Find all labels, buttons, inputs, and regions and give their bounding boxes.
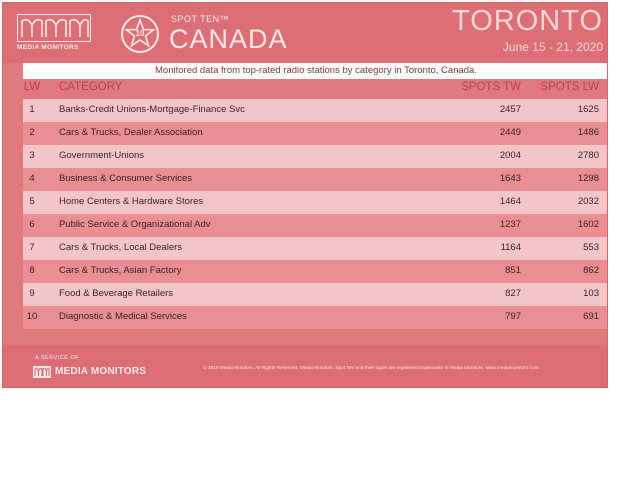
cell-category: Public Service & Organizational Adv (59, 219, 211, 230)
cell-spots-lw: 2032 (577, 196, 599, 207)
badge-number: 10 (135, 29, 145, 38)
copyright-text: © 2019 Media Monitors. All Rights Reserved. Media Monitors, Spot Ten and their logos are registered trademarks of Media Monitors. www.mediamonitors.com (203, 366, 539, 371)
footer-brand-name: MEDIA MONITORS (55, 366, 147, 377)
cell-spots-lw: 1486 (577, 127, 599, 138)
cell-spots-tw: 1237 (499, 219, 521, 230)
subtitle-bar (23, 63, 608, 79)
cell-category: Cars & Trucks, Asian Factory (59, 265, 182, 276)
cell-category: Diagnostic & Medical Services (59, 311, 187, 322)
spot-ten-label: SPOT TEN™ (171, 14, 230, 24)
cell-spots-lw: 553 (583, 242, 599, 253)
header (3, 3, 608, 63)
cell-lw: 9 (29, 288, 35, 299)
cell-spots-lw: 2780 (577, 150, 599, 161)
cell-spots-tw: 1643 (499, 173, 521, 184)
date-range: June 15 - 21, 2020 (502, 40, 603, 54)
cell-category: Home Centers & Hardware Stores (59, 196, 204, 207)
table-row (23, 214, 608, 237)
table-row (23, 145, 608, 168)
cell-spots-tw: 2449 (499, 127, 521, 138)
cell-category: Government-Unions (59, 150, 145, 161)
cell-spots-tw: 1464 (499, 196, 521, 207)
cell-lw: 2 (29, 127, 35, 138)
cell-lw: 6 (29, 219, 35, 230)
cell-spots-lw: 1298 (577, 173, 599, 184)
table-row (23, 306, 608, 329)
spot-ten-card (2, 2, 608, 388)
cell-lw: 10 (26, 311, 38, 322)
footer-mm-icon (33, 365, 51, 377)
cell-lw: 8 (29, 265, 35, 276)
table-row (23, 283, 608, 306)
cell-spots-tw: 2004 (499, 150, 521, 161)
table-row (23, 237, 608, 260)
cell-spots-lw: 1602 (577, 219, 599, 230)
cell-spots-lw: 103 (583, 288, 599, 299)
table-row (23, 260, 608, 283)
city-title: TORONTO (452, 5, 603, 37)
subtitle: Monitored data from top-rated radio stations by category in Toronto, Canada. (155, 65, 477, 76)
cell-spots-tw: 797 (505, 311, 521, 322)
cell-spots-tw: 1164 (500, 242, 521, 253)
mm-logo-icon (17, 14, 91, 42)
table-row (23, 122, 608, 145)
cell-category: Cars & Trucks, Dealer Association (59, 127, 203, 138)
cell-spots-lw: 691 (583, 311, 599, 322)
cell-lw: 1 (29, 104, 35, 115)
cell-spots-lw: 862 (583, 265, 599, 276)
cell-lw: 7 (29, 242, 35, 253)
cell-lw: 4 (29, 173, 35, 184)
cell-spots-lw: 1625 (577, 104, 599, 115)
country-title: CANADA (169, 24, 288, 54)
table-row (23, 191, 608, 214)
cell-spots-tw: 2457 (499, 104, 521, 115)
cell-spots-tw: 827 (505, 288, 521, 299)
media-monitors-logo (17, 14, 91, 50)
column-header-category: CATEGORY (59, 81, 123, 93)
cell-spots-tw: 851 (505, 265, 521, 276)
table-row (23, 168, 608, 191)
service-label: A SERVICE OF (35, 355, 80, 361)
spot-ten-badge (121, 15, 159, 53)
column-header-lw: LW (23, 81, 41, 93)
logo-text: MEDIA MONITORS (17, 44, 79, 51)
cell-category: Business & Consumer Services (59, 173, 193, 184)
table-header (3, 81, 608, 99)
column-header-spots-lw: SPOTS LW (540, 81, 599, 93)
cell-category: Food & Beverage Retailers (59, 288, 174, 299)
cell-category: Cars & Trucks, Local Dealers (59, 242, 183, 253)
cell-lw: 5 (29, 196, 35, 207)
table-row (23, 99, 608, 122)
cell-lw: 3 (29, 150, 35, 161)
cell-category: Banks-Credit Unions-Mortgage-Finance Svc (59, 104, 245, 115)
column-header-spots-tw: SPOTS TW (461, 81, 521, 93)
